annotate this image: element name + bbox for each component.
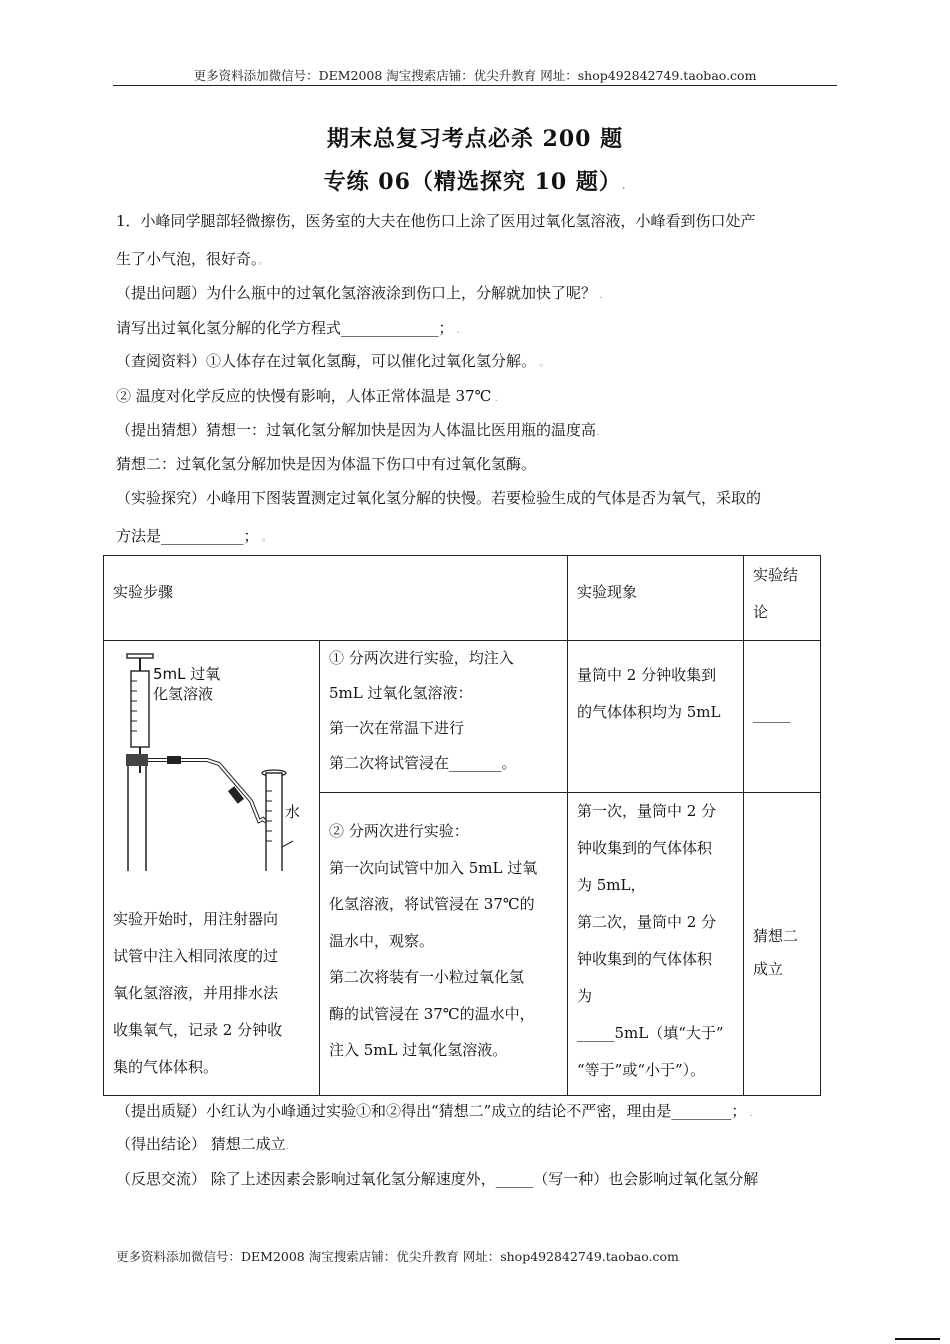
info-1: （查阅资料）①人体存在过氧化氢酶，可以催化过氧化氢分解。 。 <box>116 352 550 370</box>
guess-1: （提出猜想）猜想一：过氧化氢分解加快是因为人体温比医用瓶的温度高. <box>116 421 600 439</box>
row2-step: ② 分两次进行实验： 第一次向试管中加入 5mL 过氧 化氢溶液，将试管浸在 37℃的 温水中，观察。 第二次将装有一小粒过氧化氢 酶的试管浸在 37℃的温水中， 注入 5mL 过氧化氢溶液。 <box>329 822 538 1059</box>
row2-conclusion: 猜想二 成立 <box>753 927 799 978</box>
water-label: 水 <box>285 803 301 821</box>
experiment-table <box>103 555 821 1096</box>
title-sub: 专练 06（精选探究 10 题）. <box>323 169 627 195</box>
syringe-plunger-cap <box>127 654 153 658</box>
reflect-line: （反思交流） 除了上述因素会影响过氧化氢分解速度外，_____（写一种）也会影响过氧化氢分解 <box>116 1170 759 1188</box>
header-steps: 实验步骤 <box>113 583 174 601</box>
header-conclusion: 实验结 论 <box>753 566 799 621</box>
header-rule <box>113 85 837 86</box>
question-problem: （提出问题）为什么瓶中的过氧化氢溶液涂到伤口上，分解就加快了呢？ . <box>116 284 603 302</box>
row1-conclusion: _____ <box>753 705 791 723</box>
corner-mark <box>895 1338 940 1340</box>
rubber-stopper <box>126 754 148 766</box>
title-main: 期末总复习考点必杀 200 题 <box>326 126 624 152</box>
guess-2: 猜想二：过氧化氢分解加快是因为体温下伤口中有过氧化氢酶。 <box>116 455 537 473</box>
conclusion-line: （得出结论） 猜想二成立. <box>116 1135 289 1153</box>
question-intro-line2: 生了小气泡，很好奇。。 <box>116 250 269 268</box>
question-intro-line1: 1．小峰同学腿部轻微擦伤，医务室的大夫在他伤口上涂了医用过氧化氢溶液，小峰看到伤口处产 <box>116 212 756 230</box>
explore-line1: （实验探究）小峰用下图装置测定过氧化氢分解的快慢。若要检验生成的气体是否为氧气，采取的 <box>116 489 762 507</box>
syringe-barrel <box>131 671 149 747</box>
row1-phenomenon: 量筒中 2 分钟收集到 的气体体积均为 5mL <box>577 666 721 721</box>
syringe-label-line1: 5mL 过氧 <box>153 665 221 683</box>
graduated-cylinder <box>266 773 282 871</box>
tube-connector-left <box>167 756 181 764</box>
row1-step: ① 分两次进行实验，均注入 5mL 过氧化氢溶液： 第一次在常温下进行 第二次将试管浸在_______。 <box>329 649 517 772</box>
syringe-label-line2: 化氢溶液 <box>153 685 214 703</box>
page-footer: 更多资料添加微信号：DEM2008 淘宝搜索店铺：优尖升教育 网址：shop492842749.taobao.com <box>116 1249 679 1264</box>
doubt-line: （提出质疑）小红认为小峰通过实验①和②得出“猜想二”成立的结论不严密，理由是________； . <box>116 1102 753 1120</box>
explore-line2: 方法是___________； 。 <box>116 527 272 545</box>
apparatus-diagram <box>111 651 316 871</box>
water-label-pointer <box>282 841 293 847</box>
info-2: ② 温度对化学反应的快慢有影响，人体正常体温是 37℃ . <box>116 387 498 405</box>
page-header: 更多资料添加微信号：DEM2008 淘宝搜索店铺：优尖升教育 网址：shop492842749.taobao.com <box>193 68 757 83</box>
apparatus-note: 实验开始时，用注射器向 试管中注入相同浓度的过 氧化氢溶液，并用排水法 收集氧气，记录 2 分钟收 集的气体体积。 <box>113 910 283 1076</box>
test-tube <box>128 766 146 871</box>
row2-phenomenon: 第一次，量筒中 2 分 钟收集到的气体体积 为 5mL， 第二次，量筒中 2 分 钟收集到的气体体积 为 _____5mL（填“大于” “等于”或“小于”）。 <box>577 802 724 1079</box>
header-phenomenon: 实验现象 <box>577 583 638 601</box>
delivery-tube <box>148 760 279 822</box>
delivery-tube-inner <box>148 760 279 822</box>
equation-prompt: 请写出过氧化氢分解的化学方程式_____________； . <box>116 319 460 337</box>
